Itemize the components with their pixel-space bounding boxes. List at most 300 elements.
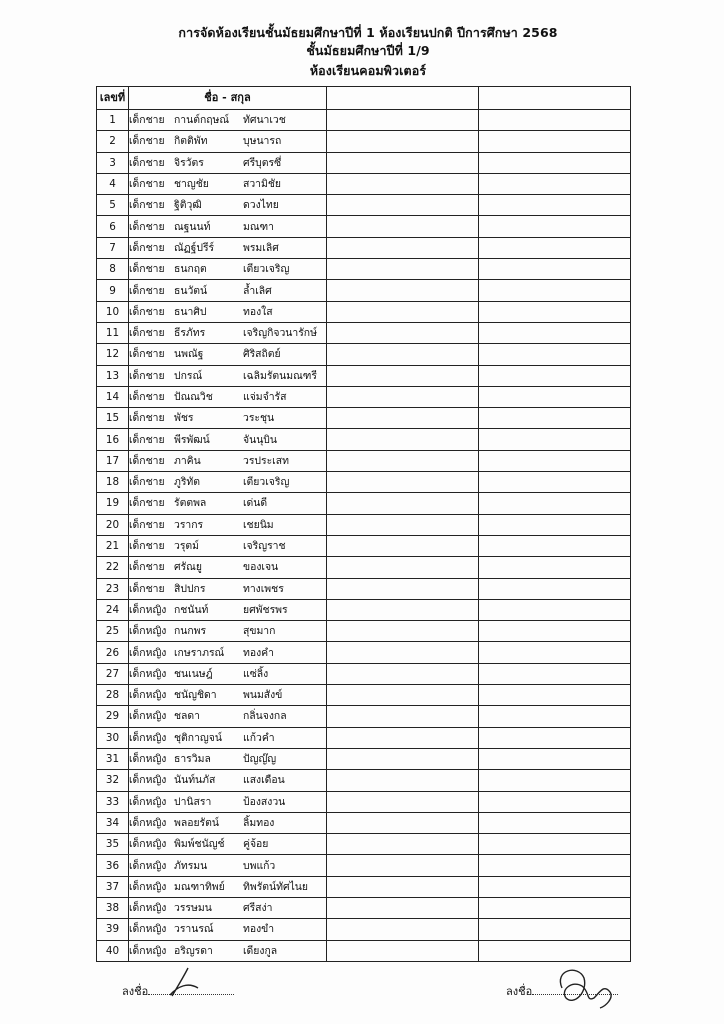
student-name: [129, 322, 327, 343]
blank-cell: [479, 685, 631, 706]
student-title: เด็กหญิง: [129, 774, 167, 787]
student-first-name: วรานรณ์: [174, 923, 214, 936]
table-row: [97, 642, 631, 663]
student-last-name: สวามิชัย: [243, 178, 282, 191]
student-first-name: ชนัญชิดา: [174, 689, 217, 702]
table-row: [97, 535, 631, 556]
student-last-name: เดียงกูล: [243, 944, 278, 957]
student-first-name: กนกพร: [174, 625, 207, 638]
blank-cell: [327, 834, 479, 855]
column-header-name: ชื่อ - สกุล: [129, 87, 327, 110]
blank-cell: [479, 322, 631, 343]
student-title: เด็กชาย: [129, 241, 165, 254]
student-number: 2: [97, 131, 129, 152]
table-row: [97, 897, 631, 918]
student-number: 38: [97, 897, 129, 918]
blank-cell: [479, 621, 631, 642]
blank-cell: [479, 195, 631, 216]
student-first-name: พัชร: [174, 412, 194, 425]
blank-cell: [479, 365, 631, 386]
blank-cell: [479, 535, 631, 556]
student-number: 19: [97, 493, 129, 514]
blank-cell: [479, 472, 631, 493]
blank-cell: [327, 876, 479, 897]
blank-cell: [479, 110, 631, 131]
student-name: [129, 216, 327, 237]
blank-cell: [327, 365, 479, 386]
student-title: เด็กชาย: [129, 156, 165, 169]
student-title: เด็กชาย: [129, 561, 165, 574]
blank-cell: [479, 706, 631, 727]
student-number: 14: [97, 386, 129, 407]
student-name: [129, 237, 327, 258]
student-title: เด็กชาย: [129, 412, 165, 425]
table-row: [97, 855, 631, 876]
table-row: [97, 322, 631, 343]
student-number: 1: [97, 110, 129, 131]
student-last-name: จันนุบิน: [243, 433, 277, 446]
student-name: [129, 663, 327, 684]
signature-dotted-line-right: [532, 983, 618, 995]
signature-dotted-line-left: [148, 983, 234, 995]
student-title: เด็กชาย: [129, 433, 165, 446]
student-last-name: ลิ้มทอง: [243, 816, 275, 829]
student-title: เด็กชาย: [129, 518, 165, 531]
student-name: [129, 748, 327, 769]
blank-cell: [479, 897, 631, 918]
student-first-name: ชาญชัย: [174, 178, 209, 191]
table-row: [97, 472, 631, 493]
student-last-name: ของเจน: [243, 561, 279, 574]
student-title: เด็กหญิง: [129, 731, 167, 744]
blank-cell: [479, 429, 631, 450]
student-last-name: วรประเสท: [243, 454, 289, 467]
student-title: เด็กชาย: [129, 178, 165, 191]
student-name: [129, 642, 327, 663]
student-last-name: ทัศนาเวช: [243, 114, 286, 127]
student-number: 3: [97, 152, 129, 173]
student-name: [129, 110, 327, 131]
student-name: [129, 897, 327, 918]
blank-cell: [327, 280, 479, 301]
classroom-name-heading: ห้องเรียนคอมพิวเตอร์: [309, 63, 427, 78]
student-title: เด็กชาย: [129, 135, 165, 148]
student-title: เด็กหญิง: [129, 902, 167, 915]
student-last-name: ศิริสถิตย์: [243, 348, 281, 361]
blank-cell: [479, 280, 631, 301]
student-name: [129, 386, 327, 407]
student-name: [129, 599, 327, 620]
student-last-name: ดวงไทย: [243, 199, 279, 212]
student-last-name: เชยนิม: [243, 518, 274, 531]
table-row: [97, 386, 631, 407]
student-first-name: กานต์กฤษณ์: [174, 114, 230, 127]
blank-cell: [479, 663, 631, 684]
student-name: [129, 280, 327, 301]
student-last-name: ทางเพชร: [243, 582, 284, 595]
student-last-name: ศรีบุตรซึ่: [243, 156, 282, 169]
student-number: 10: [97, 301, 129, 322]
student-last-name: ล้ำเลิศ: [243, 284, 272, 297]
student-title: เด็กชาย: [129, 476, 165, 489]
column-header-blank-1: [327, 87, 479, 110]
student-number: 40: [97, 940, 129, 961]
blank-cell: [479, 791, 631, 812]
student-last-name: กลิ่นจงกล: [243, 710, 287, 723]
student-first-name: วรุตม์: [174, 540, 200, 553]
blank-cell: [327, 727, 479, 748]
column-header-blank-2: [479, 87, 631, 110]
student-title: เด็กชาย: [129, 391, 165, 403]
student-first-name: รัตตพล: [174, 497, 207, 510]
table-row: [97, 685, 631, 706]
student-name: [129, 429, 327, 450]
student-first-name: ศรัณยู: [174, 561, 202, 574]
student-name: [129, 876, 327, 897]
blank-cell: [479, 259, 631, 280]
student-title: เด็กชาย: [129, 284, 165, 297]
student-number: 31: [97, 748, 129, 769]
blank-cell: [479, 919, 631, 940]
student-last-name: เจริญราช: [243, 540, 286, 553]
student-first-name: นพณัฐ: [174, 348, 204, 361]
student-number: 18: [97, 472, 129, 493]
student-title: เด็กชาย: [129, 327, 165, 340]
table-row: [97, 450, 631, 471]
blank-cell: [327, 110, 479, 131]
student-name: [129, 408, 327, 429]
table-row: [97, 514, 631, 535]
student-name: [129, 791, 327, 812]
student-title: เด็กชาย: [129, 540, 165, 553]
blank-cell: [327, 685, 479, 706]
table-row: [97, 131, 631, 152]
student-title: เด็กหญิง: [129, 646, 167, 659]
student-number: 25: [97, 621, 129, 642]
student-last-name: เจริญกิจวนารักษ์: [243, 327, 317, 340]
blank-cell: [479, 876, 631, 897]
blank-cell: [327, 621, 479, 642]
student-number: 9: [97, 280, 129, 301]
blank-cell: [327, 386, 479, 407]
student-title: เด็กชาย: [129, 305, 165, 318]
blank-cell: [479, 301, 631, 322]
blank-cell: [327, 408, 479, 429]
student-last-name: ปัญญ๊ญ: [243, 753, 277, 766]
table-row: [97, 280, 631, 301]
student-number: 26: [97, 642, 129, 663]
student-first-name: วรากร: [174, 518, 204, 531]
blank-cell: [327, 301, 479, 322]
student-last-name: ทองใส: [243, 305, 273, 318]
blank-cell: [327, 173, 479, 194]
table-row: [97, 727, 631, 748]
student-number: 30: [97, 727, 129, 748]
table-row: [97, 599, 631, 620]
student-first-name: วรรษมน: [174, 902, 212, 915]
blank-cell: [479, 237, 631, 258]
student-name: [129, 770, 327, 791]
blank-cell: [327, 322, 479, 343]
blank-cell: [327, 237, 479, 258]
blank-cell: [327, 855, 479, 876]
blank-cell: [479, 344, 631, 365]
student-number: 36: [97, 855, 129, 876]
student-first-name: ธนกฤต: [174, 263, 207, 276]
student-number: 16: [97, 429, 129, 450]
table-row: [97, 876, 631, 897]
student-first-name: ปานิสรา: [174, 795, 212, 808]
student-number: 39: [97, 919, 129, 940]
student-name: [129, 173, 327, 194]
student-number: 20: [97, 514, 129, 535]
student-title: เด็กหญิง: [129, 603, 167, 616]
student-title: เด็กหญิง: [129, 880, 167, 893]
student-last-name: ทิพรัตน์ทัศไนย: [243, 880, 308, 893]
blank-cell: [327, 897, 479, 918]
blank-cell: [327, 450, 479, 471]
student-last-name: พนมสังข์: [243, 689, 283, 702]
blank-cell: [327, 472, 479, 493]
student-last-name: แสงเดือน: [243, 774, 285, 787]
student-last-name: เตียวเจริญ: [243, 263, 290, 276]
blank-cell: [327, 812, 479, 833]
blank-cell: [327, 599, 479, 620]
signature-line-right: [506, 982, 618, 1000]
table-header-row: [97, 87, 631, 110]
student-name: [129, 131, 327, 152]
table-row: [97, 259, 631, 280]
student-last-name: เด่นดี: [243, 497, 268, 510]
student-first-name: ณัฏฐ์ปรีร์: [174, 241, 215, 254]
student-number: 35: [97, 834, 129, 855]
student-title: เด็กชาย: [129, 114, 165, 127]
class-level-heading: ชั้นมัธยมศึกษาปีที่ 1/9: [306, 43, 430, 58]
blank-cell: [479, 131, 631, 152]
student-title: เด็กหญิง: [129, 816, 167, 829]
student-name: [129, 259, 327, 280]
student-first-name: ชนเนษฎ์: [174, 667, 213, 680]
student-number: 27: [97, 663, 129, 684]
student-last-name: เตียวเจริญ: [243, 476, 290, 489]
student-title: เด็กหญิง: [129, 795, 167, 808]
table-row: [97, 748, 631, 769]
student-first-name: ภาคิน: [174, 454, 201, 467]
blank-cell: [327, 642, 479, 663]
student-roster-table: [96, 86, 631, 962]
student-name: [129, 493, 327, 514]
blank-cell: [479, 578, 631, 599]
table-row: [97, 834, 631, 855]
student-number: 29: [97, 706, 129, 727]
student-number: 34: [97, 812, 129, 833]
table-row: [97, 557, 631, 578]
student-name: [129, 514, 327, 535]
student-first-name: กิตติพัท: [174, 135, 208, 148]
blank-cell: [479, 748, 631, 769]
blank-cell: [479, 493, 631, 514]
student-first-name: ณฐนนท์: [174, 220, 211, 233]
table-row: [97, 791, 631, 812]
blank-cell: [479, 152, 631, 173]
student-last-name: เฉลิมรัตนมณฑรี: [243, 369, 317, 382]
student-first-name: กชนันท์: [174, 603, 209, 616]
student-last-name: แจ่มจำรัส: [243, 391, 287, 403]
student-name: [129, 450, 327, 471]
student-name: [129, 919, 327, 940]
student-number: 23: [97, 578, 129, 599]
student-first-name: ฐิติวุฒิ: [174, 199, 202, 212]
student-first-name: ธนวัตน์: [174, 284, 208, 297]
student-last-name: วระชุน: [243, 412, 275, 425]
student-first-name: สิปปกร: [174, 582, 206, 595]
table-row: [97, 663, 631, 684]
student-last-name: คู่จ้อย: [243, 838, 269, 851]
student-first-name: ภูริทัต: [174, 476, 201, 489]
student-last-name: ศรีสง่า: [243, 902, 273, 915]
blank-cell: [327, 748, 479, 769]
student-number: 4: [97, 173, 129, 194]
student-first-name: ชลดา: [174, 710, 201, 723]
blank-cell: [327, 791, 479, 812]
blank-cell: [479, 834, 631, 855]
student-name: [129, 535, 327, 556]
table-row: [97, 110, 631, 131]
blank-cell: [479, 216, 631, 237]
blank-cell: [327, 706, 479, 727]
table-row: [97, 173, 631, 194]
student-name: [129, 727, 327, 748]
blank-cell: [327, 535, 479, 556]
student-name: [129, 557, 327, 578]
student-number: 5: [97, 195, 129, 216]
student-first-name: ชุติกาญจน์: [174, 731, 222, 744]
student-first-name: เกษราภรณ์: [174, 646, 225, 659]
student-number: 17: [97, 450, 129, 471]
table-row: [97, 706, 631, 727]
blank-cell: [327, 259, 479, 280]
table-row: [97, 493, 631, 514]
student-first-name: พลอยรัตน์: [174, 816, 219, 829]
student-title: เด็กหญิง: [129, 753, 167, 766]
student-name: [129, 834, 327, 855]
table-row: [97, 812, 631, 833]
student-last-name: แซ่ลิ้ง: [243, 667, 269, 680]
student-title: เด็กหญิง: [129, 689, 167, 702]
blank-cell: [479, 173, 631, 194]
document-title: การจัดห้องเรียนชั้นมัธยมศึกษาปีที่ 1 ห้องเรียนปกติ ปีการศึกษา 2568: [178, 25, 558, 40]
student-last-name: ยศพัชรพร: [243, 603, 288, 616]
student-first-name: พีรพัฒน์: [174, 433, 210, 446]
table-row: [97, 216, 631, 237]
student-first-name: ธีรภัทร: [174, 327, 206, 340]
student-title: เด็กหญิง: [129, 710, 167, 723]
student-number: 13: [97, 365, 129, 386]
student-title: เด็กชาย: [129, 582, 165, 595]
signature-line-left: [122, 982, 234, 1000]
student-last-name: มณฑา: [243, 220, 274, 233]
student-first-name: ปกรณ์: [174, 369, 203, 382]
blank-cell: [479, 770, 631, 791]
student-first-name: จิรวัตร: [174, 156, 204, 169]
student-first-name: พิมพ์ชนัญช์: [174, 838, 225, 851]
student-first-name: อริญรดา: [174, 944, 213, 957]
student-number: 22: [97, 557, 129, 578]
student-title: เด็กชาย: [129, 369, 165, 382]
signature-label-right: ลงชื่อ: [506, 985, 533, 998]
student-title: เด็กหญิง: [129, 859, 167, 872]
blank-cell: [327, 557, 479, 578]
student-title: เด็กหญิง: [129, 838, 167, 851]
blank-cell: [479, 557, 631, 578]
student-name: [129, 940, 327, 961]
student-number: 7: [97, 237, 129, 258]
blank-cell: [479, 812, 631, 833]
blank-cell: [479, 599, 631, 620]
column-header-number: เลขที่: [97, 87, 129, 110]
student-title: เด็กชาย: [129, 497, 165, 510]
student-last-name: บุษนารถ: [243, 135, 282, 148]
student-name: [129, 301, 327, 322]
student-number: 33: [97, 791, 129, 812]
student-name: [129, 365, 327, 386]
student-number: 6: [97, 216, 129, 237]
student-last-name: สุขมาก: [243, 625, 276, 638]
student-name: [129, 472, 327, 493]
student-last-name: ป้องสงวน: [243, 795, 286, 808]
table-row: [97, 408, 631, 429]
student-number: 15: [97, 408, 129, 429]
table-row: [97, 770, 631, 791]
blank-cell: [327, 663, 479, 684]
student-name: [129, 812, 327, 833]
blank-cell: [327, 919, 479, 940]
student-number: 12: [97, 344, 129, 365]
student-title: เด็กชาย: [129, 220, 165, 233]
student-number: 11: [97, 322, 129, 343]
blank-cell: [327, 493, 479, 514]
student-title: เด็กชาย: [129, 454, 165, 467]
blank-cell: [479, 642, 631, 663]
blank-cell: [479, 855, 631, 876]
student-title: เด็กชาย: [129, 348, 165, 361]
student-first-name: ภัทรมน: [174, 859, 208, 872]
blank-cell: [479, 940, 631, 961]
student-name: [129, 706, 327, 727]
blank-cell: [479, 408, 631, 429]
student-name: [129, 621, 327, 642]
student-name: [129, 152, 327, 173]
student-last-name: พรมเลิศ: [243, 241, 279, 254]
student-name: [129, 195, 327, 216]
blank-cell: [327, 940, 479, 961]
student-first-name: ปัณณวิช: [174, 391, 213, 403]
blank-cell: [479, 727, 631, 748]
blank-cell: [327, 514, 479, 535]
table-row: [97, 365, 631, 386]
blank-cell: [327, 344, 479, 365]
blank-cell: [327, 429, 479, 450]
student-number: 21: [97, 535, 129, 556]
signature-label-left: ลงชื่อ: [122, 985, 149, 998]
table-row: [97, 578, 631, 599]
table-row: [97, 152, 631, 173]
student-first-name: มณฑาทิพย์: [174, 880, 225, 893]
student-last-name: บพแก้ว: [243, 859, 276, 872]
student-first-name: นันท์นภัส: [174, 774, 216, 787]
student-last-name: แก้วคำ: [243, 731, 275, 744]
student-first-name: ธนาศิป: [174, 305, 207, 318]
